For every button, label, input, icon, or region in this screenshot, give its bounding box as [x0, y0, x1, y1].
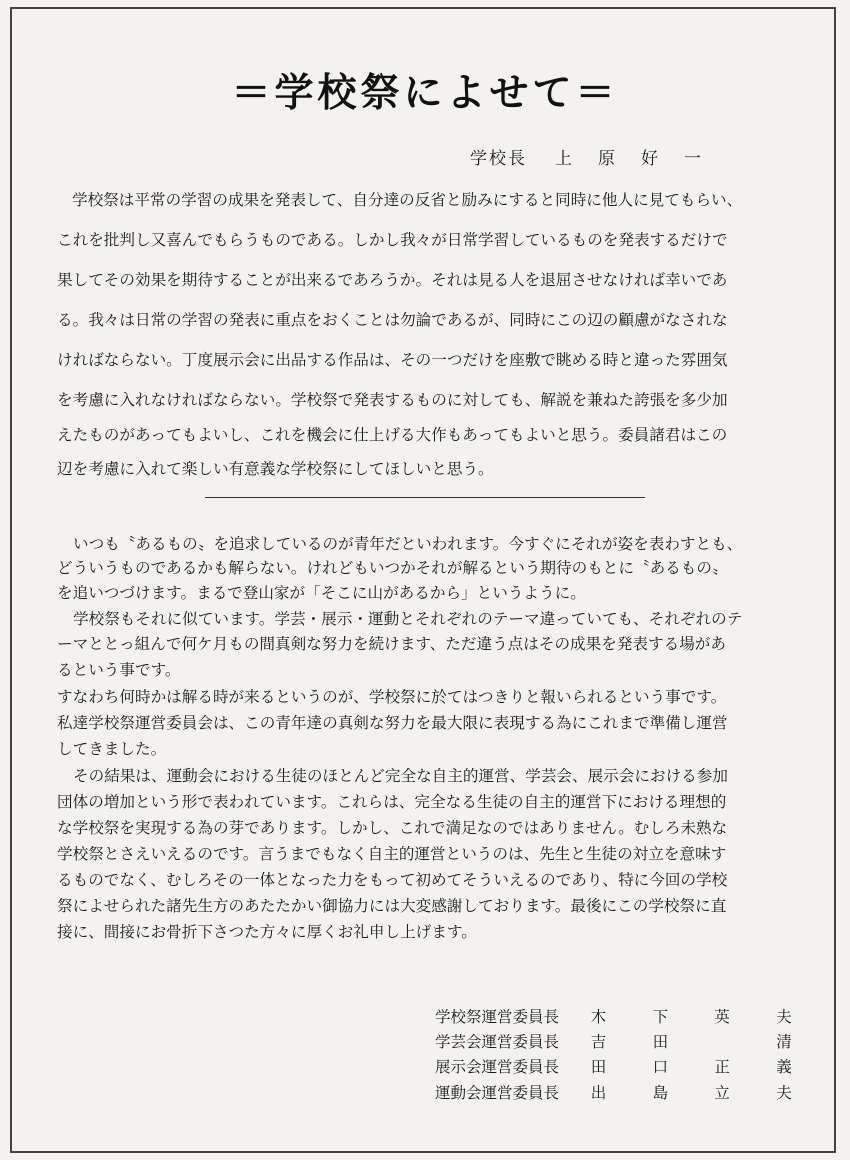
paragraph-line: 祭によせられた諸先生方のあたたかい御協力には大変感謝しております。最後にこの学校祭に直: [57, 897, 727, 915]
signature-row: [435, 1055, 795, 1077]
paragraph-line: 接に、間接にお骨折下さつた方々に厚くお礼申し上げます。: [57, 923, 477, 941]
signature-role: 学校祭運営委員長: [435, 1008, 560, 1026]
page-border: [10, 7, 836, 1153]
paragraph-line: るという事です。: [57, 661, 181, 679]
paragraph-line: すなわち何時かは解る時が来るというのが、学校祭に於てはつきりと報いられるという事です。: [57, 688, 727, 706]
paragraph-line: いつも〝あるもの〟を追求しているのが青年だといわれます。今すぐにそれが姿を表わすとも、: [73, 535, 743, 553]
principal-role: 学校長: [470, 149, 527, 169]
paragraph-line: るものでなく、むしろその一体となった力をもって初めてそういえるのであり、特に今回の学校: [57, 871, 728, 889]
paragraph-line: ーマととっ組んで何ケ月もの間真剣な努力を続けます、ただ違う点はその成果を発表する場があ: [57, 635, 726, 653]
section-divider: [205, 497, 645, 498]
paragraph-line: を考慮に入れなければならない。学校祭で発表するものに対しても、解説を兼ねた誇張を多少加: [57, 391, 728, 409]
signature-role: 学芸会運営委員長: [435, 1033, 560, 1051]
signature-row: [435, 1081, 795, 1103]
paragraph-line: 果してその効果を期待することが出来るであろうか。それは見る人を退屈させなければ幸いであ: [57, 271, 728, 289]
paragraph-line: その結果は、運動会における生徒のほとんど完全な自主的運営、学芸会、展示会における参加: [73, 767, 728, 785]
page-title: ＝学校祭によせて＝: [231, 71, 619, 116]
paragraph-line: 学校祭とさえいえるのです。言うまでもなく自主的運営というのは、先生と生徒の対立を意味す: [57, 845, 727, 863]
paragraph-line: な学校祭を実現する為の芽であります。しかし、これで満足なのではありません。むしろ未熟な: [57, 819, 728, 837]
paragraph-line: これを批判し又喜んでもらうものである。しかし我々が日常学習しているものを発表するだけで: [57, 231, 728, 249]
paragraph-line: 団体の増加という形で表われています。これらは、完全なる生徒の自主的運営下における理想的: [57, 793, 727, 811]
paragraph-line: 学校祭もそれに似ています。学芸・展示・運動とそれぞれのテーマ違っていても、それぞれのテ: [73, 610, 743, 628]
signature-row: [435, 1005, 795, 1027]
signature-role: 運動会運営委員長: [435, 1084, 560, 1102]
paragraph-line: る。我々は日常の学習の発表に重点をおくことは勿論であるが、同時にこの辺の顧慮がなされな: [57, 311, 728, 329]
paragraph-line: 辺を考慮に入れて楽しい有意義な学校祭にしてほしいと思う。: [57, 460, 494, 478]
paragraph-line: どういうものであるかも解らない。けれどもいつかそれが解るという期待のもとに〝あるもの〟: [57, 559, 728, 577]
signature-row: [435, 1030, 795, 1052]
signature-name: 田 口 正 義: [590, 1058, 792, 1076]
signature-name: 出 島 立 夫: [590, 1084, 792, 1102]
paragraph-line: ければならない。丁度展示会に出品する作品は、その一つだけを座敷で眺める時と違った雰囲気: [57, 351, 728, 369]
paragraph-line: を追いつづけます。まるで登山家が「そこに山があるから」というように。: [57, 584, 586, 602]
paragraph-line: えたものがあってもよいし、これを機会に仕上げる大作もあってもよいと思う。委員諸君はこの: [57, 426, 728, 444]
signature-name: 吉 田 清: [590, 1033, 792, 1051]
paragraph-line: 学校祭は平常の学習の成果を発表して、自分達の反省と励みにすると同時に他人に見てもらい、: [72, 191, 743, 209]
paragraph-line: 私達学校祭運営委員会は、この青年達の真剣な努力を最大限に表現する為にこれまで準備し運営: [57, 714, 728, 732]
principal-name: 上原好一: [555, 149, 727, 169]
principal-byline: [470, 144, 727, 169]
signature-name: 木 下 英 夫: [590, 1008, 792, 1026]
signature-role: 展示会運営委員長: [435, 1058, 560, 1076]
paragraph-line: してきました。: [57, 740, 167, 758]
